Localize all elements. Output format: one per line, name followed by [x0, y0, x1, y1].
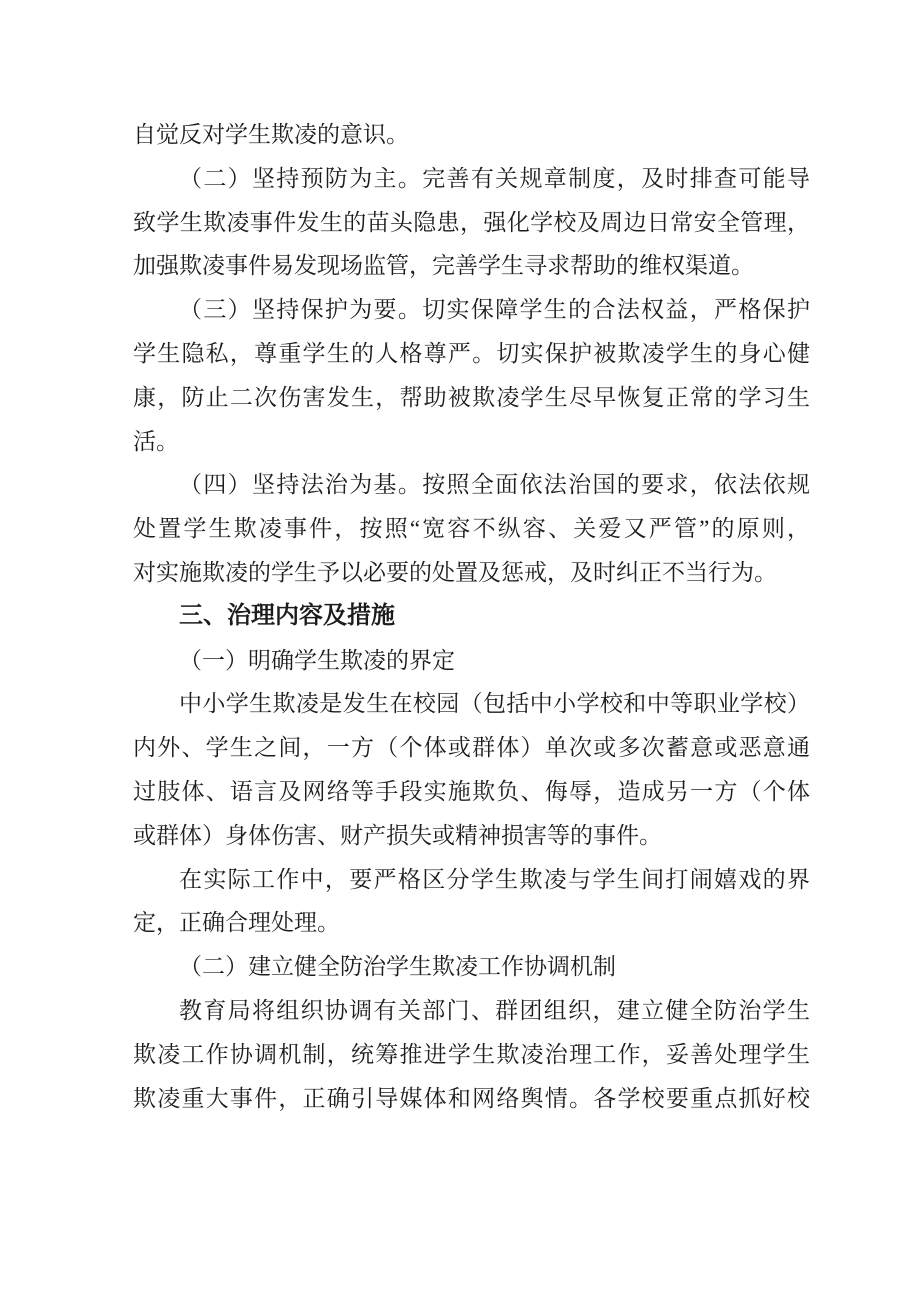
body-line: 加强欺凌事件易发现场监管，完善学生寻求帮助的维权渠道。: [133, 253, 754, 279]
body-line: 定，正确合理处理。: [133, 910, 340, 936]
body-line: 致学生欺凌事件发生的苗头隐患，强化学校及周边日常安全管理，: [133, 209, 810, 235]
body-line: 康，防止二次伤害发生，帮助被欺凌学生尽早恢复正常的学习生: [133, 384, 810, 410]
body-line: 教育局将组织协调有关部门、群团组织，建立健全防治学生: [179, 997, 810, 1023]
body-line: 活。: [133, 428, 179, 454]
body-line: （四）坚持法治为基。按照全面依法治国的要求，依法依规: [179, 472, 810, 498]
document-text-block: [133, 113, 810, 1120]
body-line: （二）坚持预防为主。完善有关规章制度，及时排查可能导: [179, 165, 810, 191]
subsection-heading: （二）建立健全防治学生欺凌工作协调机制: [179, 954, 616, 980]
subsection-heading: （一）明确学生欺凌的界定: [179, 647, 455, 673]
body-line: 对实施欺凌的学生予以必要的处置及惩戒，及时纠正不当行为。: [133, 559, 777, 585]
body-line: 欺凌工作协调机制，统筹推进学生欺凌治理工作，妥善处理学生: [133, 1041, 810, 1067]
body-line: 内外、学生之间，一方（个体或群体）单次或多次蓄意或恶意通: [133, 735, 810, 761]
body-line: 学生隐私，尊重学生的人格尊严。切实保护被欺凌学生的身心健: [133, 340, 810, 366]
body-line: （三）坚持保护为要。切实保障学生的合法权益，严格保护: [179, 297, 810, 323]
body-line: 欺凌重大事件，正确引导媒体和网络舆情。各学校要重点抓好校: [133, 1085, 810, 1111]
body-line: 处置学生欺凌事件，按照“宽容不纵容、关爱又严管”的原则，: [133, 516, 810, 542]
body-line: 中小学生欺凌是发生在校园（包括中小学校和中等职业学校）: [179, 691, 810, 717]
body-line: 在实际工作中，要严格区分学生欺凌与学生间打闹嬉戏的界: [179, 866, 810, 892]
body-line: 自觉反对学生欺凌的意识。: [133, 122, 409, 147]
section-heading: 三、治理内容及措施: [179, 602, 395, 629]
body-line: 或群体）身体伤害、财产损失或精神损害等的事件。: [133, 822, 662, 848]
body-line: 过肢体、语言及网络等手段实施欺负、侮辱，造成另一方（个体: [133, 778, 810, 804]
